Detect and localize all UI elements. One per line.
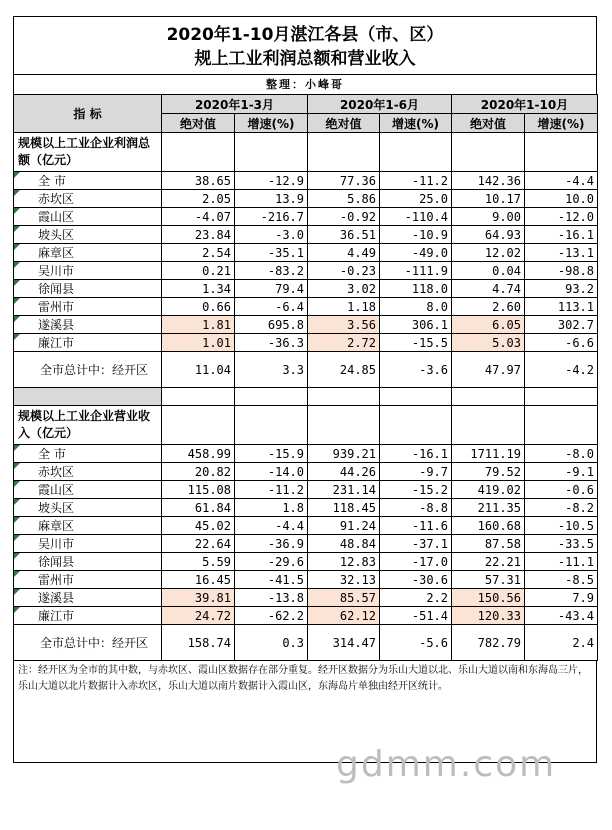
header-abs: 绝对值 [308,114,380,133]
revenue-value-cell: 44.26 [308,463,380,481]
profit-value-cell: 2.72 [308,334,380,352]
profit-value-cell: 6.05 [452,316,525,334]
profit-value-cell: 4.49 [308,244,380,262]
empty-cell [525,133,598,172]
revenue-section-title: 规模以上工业企业营业收入（亿元） [14,406,162,445]
profit-region-name: 雷州市 [14,298,162,316]
revenue-row [14,553,598,571]
profit-total-label: 全市总计中：经开区 [14,352,162,388]
revenue-region-name: 遂溪县 [14,589,162,607]
revenue-value-cell: 458.99 [162,445,235,463]
empty-cell [162,133,235,172]
profit-value-cell: 1.81 [162,316,235,334]
profit-value-cell: 13.9 [235,190,308,208]
profit-value-cell: 1.01 [162,334,235,352]
revenue-total-value: -5.6 [380,625,452,661]
revenue-value-cell: 7.9 [525,589,598,607]
profit-region-name: 全 市 [14,172,162,190]
profit-value-cell: -12.9 [235,172,308,190]
empty-cell [308,388,380,406]
revenue-value-cell: 87.58 [452,535,525,553]
profit-value-cell: 12.02 [452,244,525,262]
profit-value-cell: -83.2 [235,262,308,280]
revenue-region-name: 廉江市 [14,607,162,625]
empty-cell [162,406,235,445]
header-period-3: 2020年1-10月 [452,95,598,114]
profit-section [14,133,598,352]
profit-value-cell: -15.5 [380,334,452,352]
header-abs: 绝对值 [452,114,525,133]
revenue-value-cell: 1711.19 [452,445,525,463]
revenue-total-value: 0.3 [235,625,308,661]
revenue-region-name: 麻章区 [14,517,162,535]
profit-value-cell: -0.92 [308,208,380,226]
header-abs: 绝对值 [162,114,235,133]
profit-row [14,298,598,316]
profit-value-cell: -216.7 [235,208,308,226]
empty-cell [14,388,162,406]
revenue-value-cell: -14.0 [235,463,308,481]
revenue-value-cell: 16.45 [162,571,235,589]
revenue-value-cell: -17.0 [380,553,452,571]
revenue-value-cell: 120.33 [452,607,525,625]
title-line-2: 规上工业利润总额和营业收入 [194,49,416,69]
profit-total-value: -3.6 [380,352,452,388]
profit-value-cell: 2.60 [452,298,525,316]
revenue-value-cell: -30.6 [380,571,452,589]
revenue-value-cell: -13.8 [235,589,308,607]
profit-value-cell: -4.07 [162,208,235,226]
profit-total-value: -4.2 [525,352,598,388]
revenue-value-cell: 1.8 [235,499,308,517]
revenue-value-cell: -16.1 [380,445,452,463]
empty-cell [525,388,598,406]
revenue-row [14,571,598,589]
revenue-value-cell: -33.5 [525,535,598,553]
revenue-value-cell: 48.84 [308,535,380,553]
profit-value-cell: -6.4 [235,298,308,316]
profit-value-cell: 5.03 [452,334,525,352]
empty-cell [380,388,452,406]
revenue-value-cell: -43.4 [525,607,598,625]
report-sheet [13,16,597,763]
revenue-total-section [14,625,598,661]
profit-region-name: 赤坎区 [14,190,162,208]
revenue-value-cell: -9.1 [525,463,598,481]
spacer-row [14,388,598,406]
revenue-region-name: 吴川市 [14,535,162,553]
revenue-row [14,589,598,607]
revenue-total-label: 全市总计中：经开区 [14,625,162,661]
revenue-region-name: 全 市 [14,445,162,463]
profit-row [14,208,598,226]
revenue-value-cell: 24.72 [162,607,235,625]
revenue-row [14,445,598,463]
revenue-value-cell: -9.7 [380,463,452,481]
revenue-total-value: 158.74 [162,625,235,661]
profit-value-cell: -10.9 [380,226,452,244]
header-period-1: 2020年1-3月 [162,95,308,114]
revenue-value-cell: 62.12 [308,607,380,625]
profit-region-name: 坡头区 [14,226,162,244]
revenue-section [14,406,598,625]
revenue-value-cell: 2.2 [380,589,452,607]
profit-value-cell: 25.0 [380,190,452,208]
profit-value-cell: 9.00 [452,208,525,226]
empty-cell [380,133,452,172]
profit-region-name: 吴川市 [14,262,162,280]
profit-value-cell: 0.66 [162,298,235,316]
profit-value-cell: 0.04 [452,262,525,280]
profit-value-cell: -11.2 [380,172,452,190]
revenue-value-cell: 12.83 [308,553,380,571]
revenue-region-name: 霞山区 [14,481,162,499]
profit-value-cell: 2.54 [162,244,235,262]
profit-value-cell: -4.4 [525,172,598,190]
profit-section-title-row [14,133,598,172]
profit-row [14,334,598,352]
profit-value-cell: 3.56 [308,316,380,334]
revenue-value-cell: 45.02 [162,517,235,535]
revenue-value-cell: 20.82 [162,463,235,481]
profit-value-cell: 695.8 [235,316,308,334]
profit-value-cell: -6.6 [525,334,598,352]
revenue-value-cell: 22.21 [452,553,525,571]
report-title [13,16,597,74]
revenue-value-cell: 115.08 [162,481,235,499]
empty-cell [235,388,308,406]
revenue-value-cell: -8.8 [380,499,452,517]
profit-value-cell: 306.1 [380,316,452,334]
profit-row [14,262,598,280]
empty-cell [525,406,598,445]
profit-value-cell: -35.1 [235,244,308,262]
profit-value-cell: 77.36 [308,172,380,190]
revenue-value-cell: 160.68 [452,517,525,535]
revenue-total-row [14,625,598,661]
empty-cell [452,406,525,445]
header-indicator: 指 标 [14,95,162,133]
revenue-value-cell: -41.5 [235,571,308,589]
profit-total-value: 24.85 [308,352,380,388]
revenue-value-cell: 39.81 [162,589,235,607]
revenue-row [14,517,598,535]
revenue-value-cell: 22.64 [162,535,235,553]
revenue-row [14,607,598,625]
profit-total-value: 47.97 [452,352,525,388]
header-growth: 增速(%) [235,114,308,133]
data-table [13,94,598,661]
revenue-value-cell: 5.59 [162,553,235,571]
revenue-value-cell: 939.21 [308,445,380,463]
revenue-value-cell: -0.6 [525,481,598,499]
revenue-row [14,499,598,517]
revenue-region-name: 徐闻县 [14,553,162,571]
revenue-row [14,463,598,481]
revenue-value-cell: -37.1 [380,535,452,553]
revenue-row [14,535,598,553]
profit-row [14,316,598,334]
profit-value-cell: -0.23 [308,262,380,280]
profit-row [14,244,598,262]
profit-row [14,280,598,298]
title-line-1: 2020年1-10月湛江各县（市、区） [166,25,444,45]
revenue-value-cell: -8.2 [525,499,598,517]
revenue-total-value: 782.79 [452,625,525,661]
revenue-value-cell: -4.4 [235,517,308,535]
revenue-region-name: 赤坎区 [14,463,162,481]
revenue-value-cell: 118.45 [308,499,380,517]
empty-cell [308,133,380,172]
profit-total-row [14,352,598,388]
revenue-value-cell: -11.1 [525,553,598,571]
profit-value-cell: 8.0 [380,298,452,316]
empty-cell [235,133,308,172]
editor-credit: 整理：小峰哥 [13,74,597,94]
profit-value-cell: -111.9 [380,262,452,280]
profit-value-cell: 0.21 [162,262,235,280]
profit-value-cell: -36.3 [235,334,308,352]
revenue-value-cell: -8.5 [525,571,598,589]
profit-value-cell: 79.4 [235,280,308,298]
empty-cell [308,406,380,445]
header-period-2: 2020年1-6月 [308,95,452,114]
empty-cell [235,406,308,445]
profit-value-cell: -12.0 [525,208,598,226]
profit-value-cell: 93.2 [525,280,598,298]
profit-region-name: 徐闻县 [14,280,162,298]
revenue-value-cell: -36.9 [235,535,308,553]
profit-region-name: 遂溪县 [14,316,162,334]
empty-cell [452,133,525,172]
footnote: 注：经开区为全市的其中数，与赤坎区、霞山区数据存在部分重复。经开区数据分为乐山大道以北、乐山大道以南和东海岛三片，乐山大道以北片数据计入赤坎区，乐山大道以南片数据计入霞山区，东海岛片单独由经开区统计。 [13,661,597,763]
profit-value-cell: 36.51 [308,226,380,244]
profit-row [14,172,598,190]
empty-cell [162,388,235,406]
revenue-value-cell: 85.57 [308,589,380,607]
profit-value-cell: 10.17 [452,190,525,208]
profit-value-cell: 64.93 [452,226,525,244]
empty-cell [452,388,525,406]
revenue-value-cell: 231.14 [308,481,380,499]
profit-total-section [14,352,598,406]
profit-value-cell: 5.86 [308,190,380,208]
profit-value-cell: 2.05 [162,190,235,208]
profit-value-cell: 113.1 [525,298,598,316]
profit-value-cell: -98.8 [525,262,598,280]
profit-section-title: 规模以上工业企业利润总额（亿元） [14,133,162,172]
profit-total-value: 3.3 [235,352,308,388]
revenue-value-cell: -51.4 [380,607,452,625]
revenue-value-cell: -8.0 [525,445,598,463]
profit-region-name: 廉江市 [14,334,162,352]
revenue-value-cell: 32.13 [308,571,380,589]
profit-value-cell: -16.1 [525,226,598,244]
revenue-value-cell: -15.2 [380,481,452,499]
revenue-value-cell: 79.52 [452,463,525,481]
revenue-value-cell: -11.2 [235,481,308,499]
revenue-value-cell: 61.84 [162,499,235,517]
profit-region-name: 麻章区 [14,244,162,262]
profit-value-cell: -49.0 [380,244,452,262]
profit-value-cell: -110.4 [380,208,452,226]
revenue-value-cell: -29.6 [235,553,308,571]
profit-value-cell: 302.7 [525,316,598,334]
header-growth: 增速(%) [525,114,598,133]
profit-value-cell: 23.84 [162,226,235,244]
revenue-value-cell: 91.24 [308,517,380,535]
revenue-section-title-row [14,406,598,445]
profit-value-cell: 1.34 [162,280,235,298]
profit-value-cell: 1.18 [308,298,380,316]
profit-value-cell: 118.0 [380,280,452,298]
watermark-logo: gdmm.com [336,744,557,785]
revenue-value-cell: 211.35 [452,499,525,517]
revenue-value-cell: -15.9 [235,445,308,463]
revenue-value-cell: 57.31 [452,571,525,589]
revenue-total-value: 2.4 [525,625,598,661]
profit-value-cell: 10.0 [525,190,598,208]
profit-row [14,190,598,208]
revenue-value-cell: -62.2 [235,607,308,625]
header-row-periods [14,95,598,114]
revenue-region-name: 雷州市 [14,571,162,589]
revenue-value-cell: 150.56 [452,589,525,607]
profit-region-name: 霞山区 [14,208,162,226]
revenue-total-value: 314.47 [308,625,380,661]
profit-value-cell: 142.36 [452,172,525,190]
profit-value-cell: 3.02 [308,280,380,298]
revenue-row [14,481,598,499]
profit-value-cell: 38.65 [162,172,235,190]
header-growth: 增速(%) [380,114,452,133]
profit-row [14,226,598,244]
revenue-value-cell: -11.6 [380,517,452,535]
revenue-region-name: 坡头区 [14,499,162,517]
revenue-value-cell: -10.5 [525,517,598,535]
profit-value-cell: -13.1 [525,244,598,262]
profit-value-cell: 4.74 [452,280,525,298]
profit-total-value: 11.04 [162,352,235,388]
revenue-value-cell: 419.02 [452,481,525,499]
profit-value-cell: -3.0 [235,226,308,244]
empty-cell [380,406,452,445]
